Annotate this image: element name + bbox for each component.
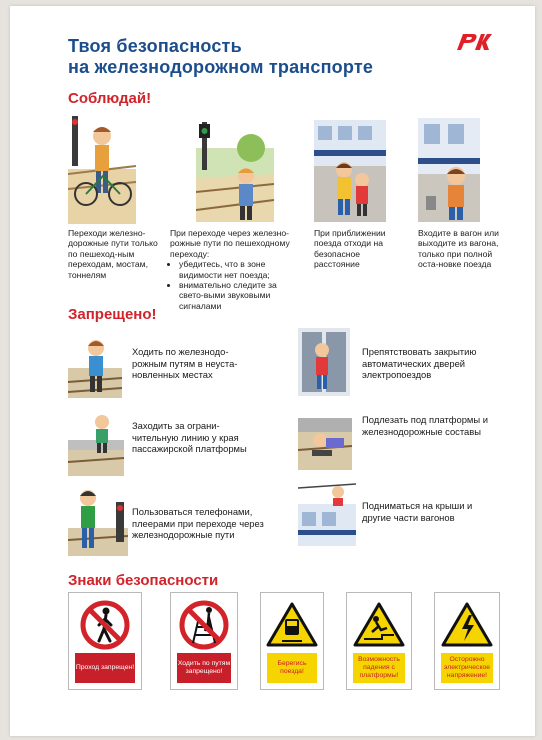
forbidden-caption-5: Пользоваться телефонами, плеерами при переходе через железнодорожные пути [132,506,264,541]
forbidden-illustration-platform-edge [68,410,124,476]
forbidden-illustration-doors [298,328,350,396]
sign-platform-fall-warning [346,592,412,690]
train-warning-icon [265,601,319,649]
title-line-1: Твоя безопасность [68,36,242,56]
observe-caption-2-text: При переходе через железно-рожные пути по пешеходному переходу: [170,228,290,259]
sign-high-voltage-warning [434,592,500,690]
forbidden-caption-1: Ходить по железнодо-рожным путям в неуста-новленных местах [132,346,238,381]
rzd-logo [451,30,495,54]
sign-train-warning [260,592,324,690]
signs-heading: Знаки безопасности [68,572,219,589]
observe-caption-4: Входите в вагон или выходите из вагона, только при полной оста-новке поезда [418,228,499,270]
no-walking-on-tracks-icon [175,599,233,651]
forbidden-caption-6: Подниматься на крыши и другие части вагонов [362,500,473,523]
forbidden-illustration-under-platform [298,404,352,470]
sign-label-3: Берегись поезда! [267,653,317,683]
sign-no-pedestrian [68,592,142,690]
observe-bullet-1: • убедитесь, что в зоне видимости нет поезда; [179,259,294,280]
sign-label-5: Осторожно электрическое напряжение! [441,653,493,683]
observe-caption-2-bullets [170,259,294,311]
forbidden-caption-2: Препятствовать закрытию автоматических дверей электропоездов [362,346,477,381]
forbidden-caption-3: Заходить за ограни-чительную линию у края пассажирской платформы [132,420,247,455]
observe-caption-3: При приближении поезда отходи на безопасное расстояние [314,228,386,270]
observe-illustration-bridge [68,114,136,224]
forbidden-illustration-phone [68,484,128,556]
poster-title [68,36,373,78]
forbidden-illustration-roof [298,480,356,546]
safety-poster [10,6,535,736]
forbidden-caption-4: Подлезать под платформы и железнодорожные составы [362,414,488,437]
sign-label-2: Ходить по путям запрещено! [177,653,231,683]
high-voltage-warning-icon [440,601,494,649]
observe-caption-1: Переходи железно-дорожные пути только по пешеход-ным переходам, мостам, тоннелям [68,228,158,280]
sign-no-walking-on-tracks [170,592,238,690]
title-line-2: на железнодорожном транспорте [68,57,374,77]
no-pedestrian-icon [75,599,135,651]
observe-heading: Соблюдай! [68,90,152,107]
sign-label-1: Проход запрещен! [75,653,135,683]
platform-fall-warning-icon [352,601,406,649]
observe-bullet-2: • внимательно следите за свето-выми звуковыми сигналами [179,280,294,311]
sign-label-4: Возможность падения с платформы! [353,653,405,683]
observe-illustration-train-approach [314,114,386,222]
observe-illustration-boarding [418,114,480,222]
forbidden-heading: Запрещено! [68,306,157,323]
observe-illustration-crossing [196,118,274,222]
forbidden-illustration-tracks [68,332,122,398]
observe-caption-2 [170,228,294,311]
